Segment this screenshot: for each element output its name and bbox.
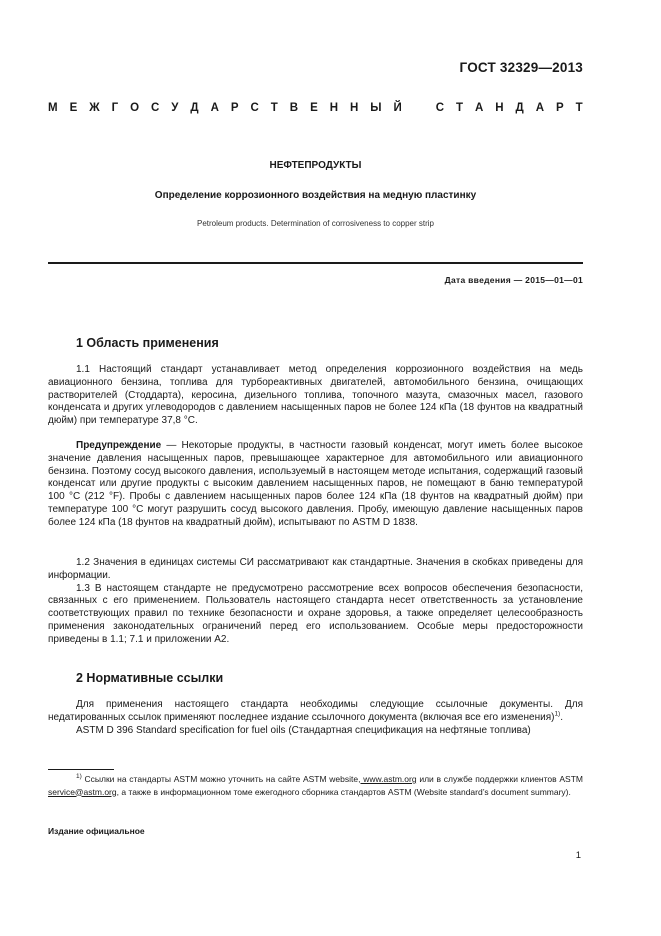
clause-1-2-text: 1.2 Значения в единицах системы СИ рассматривают как стандартные. Значения в скобках приведены для информации. xyxy=(48,557,583,581)
interstate-letter: Ы xyxy=(370,102,382,114)
interstate-letter: Д xyxy=(515,102,524,114)
reference-astm-d396: ASTM D 396 Standard specification for fuel oils (Стандартная спецификация на нефтяные топлива) xyxy=(76,724,531,736)
footnote-marker: 1) xyxy=(76,773,82,781)
section-1-clause-1-1 xyxy=(48,364,583,428)
document-subtitle: Определение коррозионного воздействия на медную пластинку xyxy=(154,190,477,201)
edition-label: Издание официальное xyxy=(48,826,145,836)
footnote-text-c: , а также в информационном томе ежегодного сборника стандартов ASTM (Website standard’s document summary). xyxy=(116,786,571,797)
document-title: НЕФТЕПРОДУКТЫ xyxy=(269,160,362,171)
footnote-ref[interactable]: 1) xyxy=(554,710,561,718)
astm-email-link[interactable]: service@astm.org xyxy=(48,786,117,797)
interstate-letter: Д xyxy=(190,102,199,114)
footnote-text-a: Ссылки на стандарты ASTM можно уточнить на сайте ASTM website, xyxy=(81,774,361,784)
interstate-letter: Н xyxy=(495,102,504,114)
warning-text: — Некоторые продукты, в частности газовый конденсат, могут иметь более высокое значение давления насыщенных паров, превышающее характерное для автомобильного или авиационного бензина. Поэтому сосуд высокого давления, используемый в настоящем методе испытания, содержащий газовый конденсат или другие продукты с высоким давлением насыщенных паров, не помещают в баню температурой 100 °С (212 °F). Пробы с давлением насыщенных паров более 124 кПа (18 фунтов на квадратный дюйм) при температуре 100 °С могут разрушить сосуд высокого давления. Пробу, имеющую давление насыщенных паров более 124 кПа (18 фунтов на квадратный дюйм), испытывают по ASTM D 1838. xyxy=(48,440,583,528)
interstate-letter: Н xyxy=(329,102,339,114)
interstate-letter: У xyxy=(171,102,179,114)
interstate-letter: А xyxy=(474,102,484,114)
interstate-letter: А xyxy=(210,102,219,114)
section-1-heading: 1 Область применения xyxy=(76,336,219,350)
section-2-heading: 2 Нормативные ссылки xyxy=(76,671,224,685)
interstate-letter: Е xyxy=(69,102,78,114)
interstate-letter: Н xyxy=(349,102,359,114)
interstate-letter: М xyxy=(48,102,58,114)
clause-1-1-text: 1.1 Настоящий стандарт устанавливает метод определения коррозионного воздействия на медь авиационного бензина, топлива для турбореактивных двигателей, автомобильного бензина, очищающих растворителей (Стоддарта), керосина, дизельного топлива, топочного мазута, смазочных масел, газового конденсата и других углеводородов с давлением насыщенных паров не более 124 кПа (18 фунтов на квадратный дюйм) при температуре 37,8 °С. xyxy=(48,364,583,427)
interstate-letter: А xyxy=(535,102,545,114)
section-2-intro-end: . xyxy=(560,711,563,723)
interstate-letter: С xyxy=(151,102,160,114)
page-number: 1 xyxy=(575,850,581,861)
interstate-letter: С xyxy=(250,102,259,114)
interstate-letter: Т xyxy=(455,102,464,114)
gost-number: ГОСТ 32329—2013 xyxy=(459,60,583,75)
intro-date: Дата введения — 2015—01—01 xyxy=(444,275,583,285)
warning-label: Предупреждение xyxy=(76,440,162,451)
interstate-letter: Т xyxy=(575,102,583,114)
astm-website-link[interactable]: www.astm.org xyxy=(360,774,417,784)
interstate-standard-heading xyxy=(48,102,583,114)
footnote-text-b: или в службе поддержки клиентов ASTM xyxy=(416,774,583,784)
english-title: Petroleum products. Determination of corrosiveness to copper strip xyxy=(197,219,434,228)
interstate-letter: Ж xyxy=(89,102,100,114)
interstate-letter xyxy=(414,102,424,114)
interstate-letter: Й xyxy=(393,102,402,114)
interstate-letter: Р xyxy=(556,102,564,114)
interstate-letter: Т xyxy=(270,102,278,114)
section-2-intro-text: Для применения настоящего стандарта необходимы следующие ссылочные документы. Для недатированных ссылок применяют последнее издание ссылочного документа (включая все его изменения) xyxy=(48,699,583,723)
interstate-letter: С xyxy=(435,102,445,114)
footnote xyxy=(48,773,583,798)
clause-1-3-text: 1.3 В настоящем стандарте не предусмотрено рассмотрение всех вопросов обеспечения безопасности, связанных с его применением. Пользователь настоящего стандарта несет ответственность за установление соответствующих правил по технике безопасности и охране здоровья, а также определяет целесообразность применения законодательных ограничений перед его использованием. Особые меры предосторожности приведены в 1.1; 7.1 и приложении А2. xyxy=(48,582,583,645)
interstate-letter: Е xyxy=(310,102,318,114)
section-2-intro xyxy=(48,699,583,737)
interstate-letter: Р xyxy=(230,102,239,114)
section-1-clause-1-2-1-3 xyxy=(48,557,583,647)
interstate-letter: Г xyxy=(111,102,119,114)
warning-paragraph xyxy=(48,440,583,530)
interstate-letter: В xyxy=(289,102,299,114)
interstate-letter: О xyxy=(130,102,140,114)
footnote-divider xyxy=(48,769,114,770)
title-divider xyxy=(48,262,583,264)
